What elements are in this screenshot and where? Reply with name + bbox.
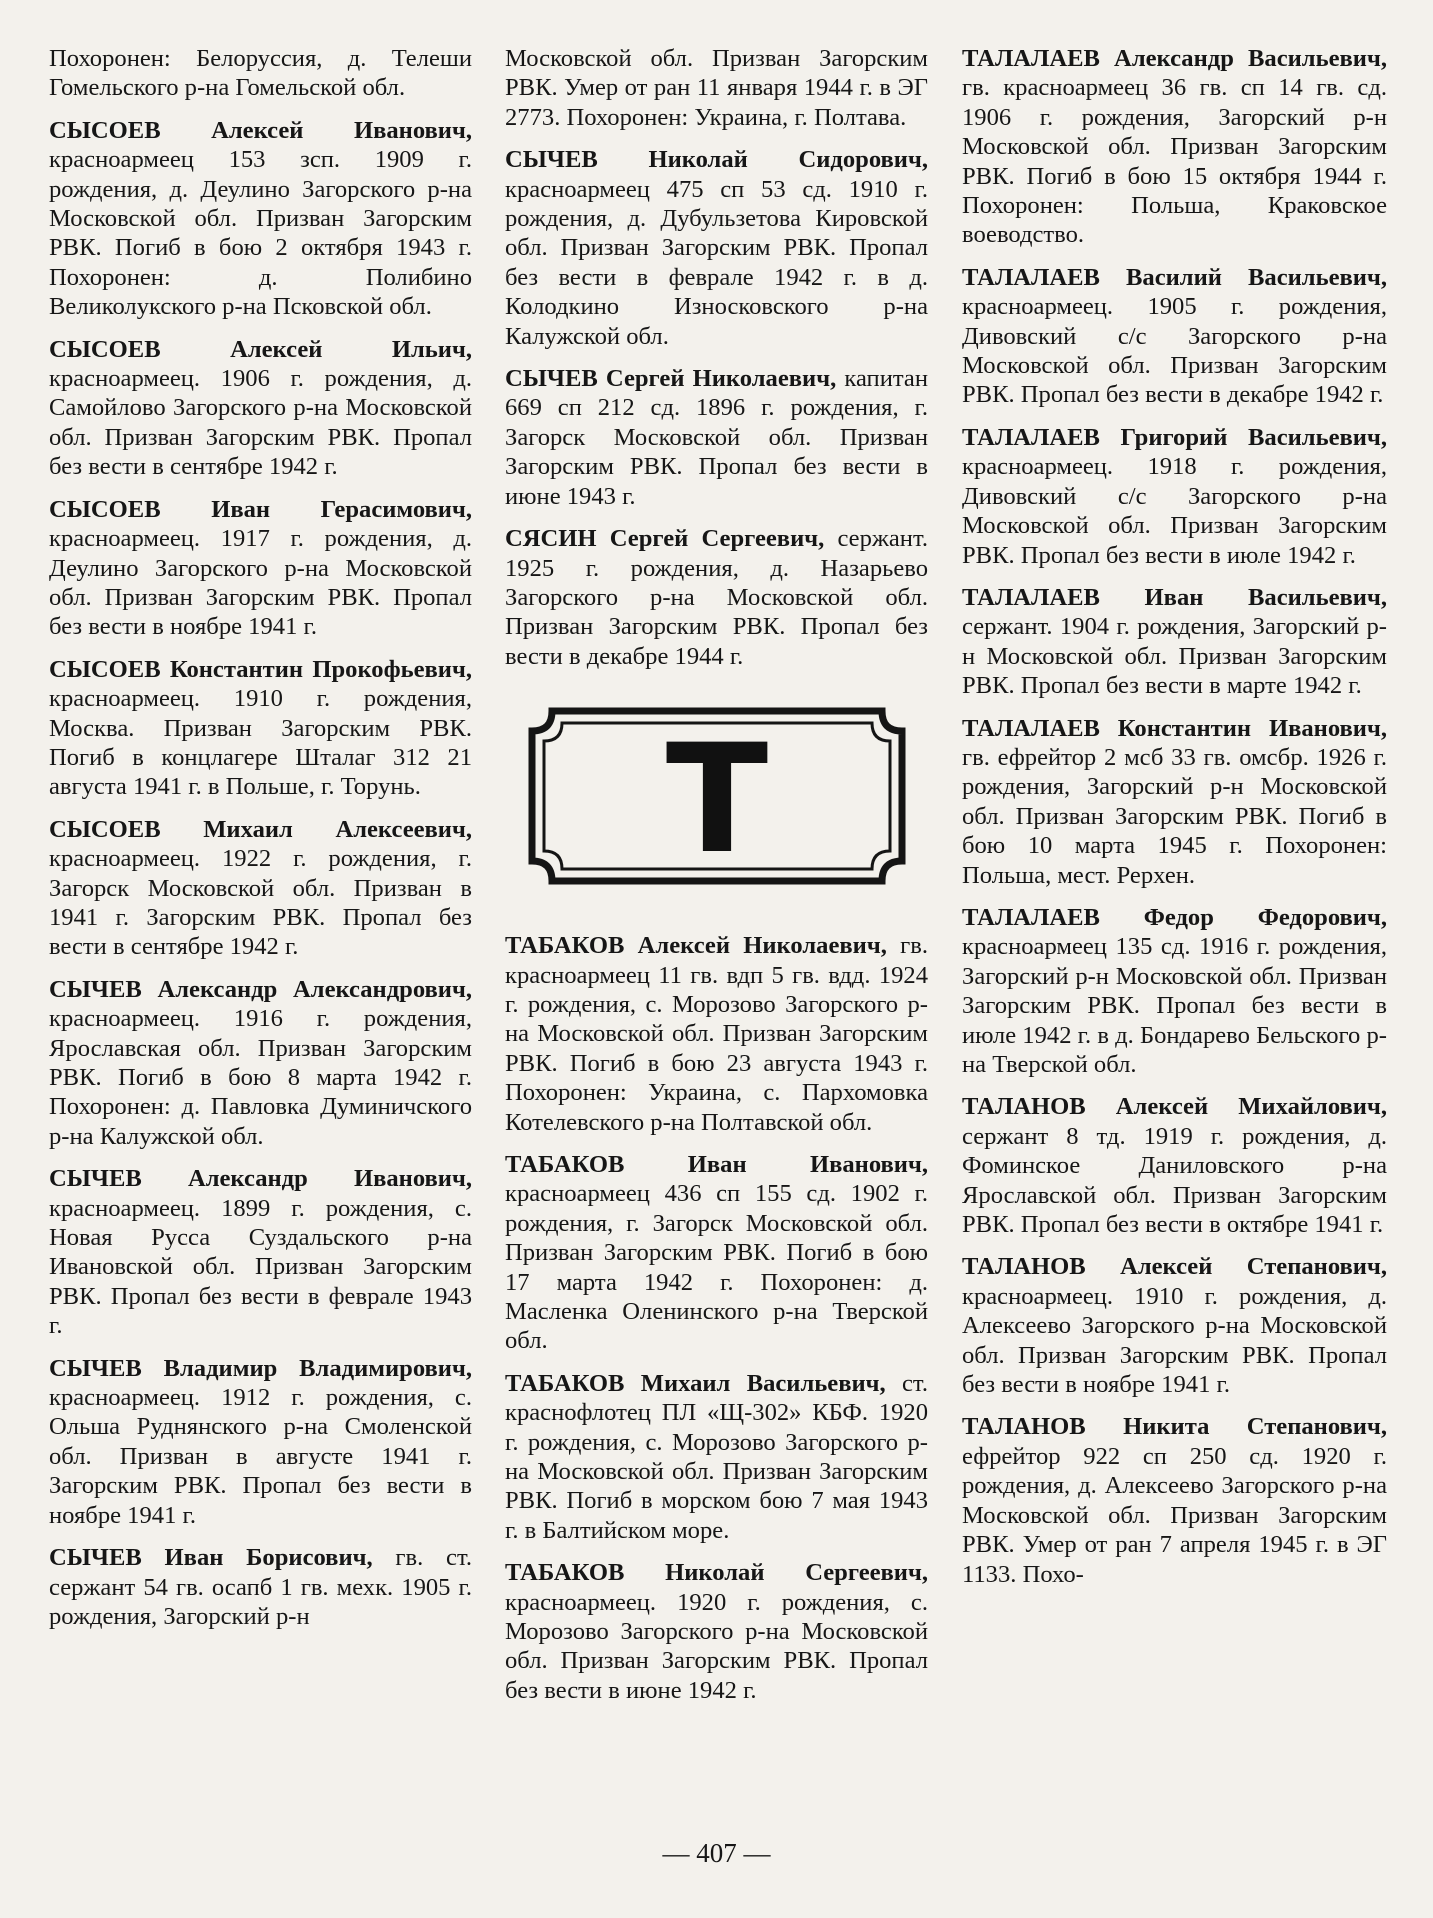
entry-text: красноармеец 135 сд. 1916 г. рождения, Загорский р-н Московской обл. Призван Загорским РВК. Пропал без вести в июле 1942 г. в д. Бондарево Бельского р-на Тверской обл. xyxy=(962,933,1387,1078)
entry-text: сержант. 1925 г. рождения, д. Назарьево Загорского р-на Московской обл. Призван Загорским РВК. Пропал без вести в декабре 1944 г. xyxy=(505,525,928,670)
entry-text: капитан 669 сп 212 сд. 1896 г. рождения, г. Загорск Московской обл. Призван Загорским РВК. Пропал без вести в июне 1943 г. xyxy=(505,365,928,510)
entry-name: СЯСИН Сергей Сергеевич, xyxy=(505,525,825,553)
entry xyxy=(962,1252,1387,1399)
entry-name: СЫСОЕВ Константин Прокофьевич, xyxy=(49,655,472,683)
entry-text: сержант. 1904 г. рождения, Загорский р-н Московской обл. Призван Загорским РВК. Пропал без вести в марте 1942 г. xyxy=(962,613,1387,700)
entry-text: ст. краснофлотец ПЛ «Щ-302» КБФ. 1920 г. рождения, с. Морозово Загорского р-на Московской обл. Призван Загорским РВК. Погиб в морском бою 7 мая 1943 г. в Балтийском море. xyxy=(505,1369,928,1544)
entry-text: красноармеец. 1912 г. рождения, с. Ольша Руднянского р-на Смоленской обл. Призван в августе 1941 г. Загорским РВК. Пропал без вести в ноябре 1941 г. xyxy=(49,1384,472,1529)
entry-name: СЫСОЕВ Михаил Алексеевич, xyxy=(49,815,472,843)
entry xyxy=(962,714,1387,890)
entry xyxy=(962,1092,1387,1239)
entry xyxy=(49,1543,472,1631)
entry-name: СЫЧЕВ Владимир Владимирович, xyxy=(49,1354,472,1382)
entry-text: ефрейтор 922 сп 250 сд. 1920 г. рождения, д. Алексеево Загорского р-на Московской обл. Призван Загорским РВК. Умер от ран 7 апреля 1945 г. в ЭГ 1133. Похо- xyxy=(962,1442,1387,1588)
entry-text: красноармеец. 1905 г. рождения, Дивовский с/с Загорского р-на Московской обл. Призван Загорским РВК. Пропал без вести в декабре 1942 г. xyxy=(962,293,1387,409)
entry-continuation xyxy=(49,44,472,103)
entry-name: ТАБАКОВ Николай Сергеевич, xyxy=(505,1559,928,1587)
letter-frame xyxy=(522,701,912,891)
entry xyxy=(505,145,928,351)
entry-text: красноармеец 475 сп 53 сд. 1910 г. рождения, д. Дубульзетова Кировской обл. Призван Загорским РВК. Пропал без вести в феврале 1942 г. в д. Колодкино Износковского р-на Калужской обл. xyxy=(505,175,928,350)
column-1 xyxy=(49,44,472,1644)
entry-name: СЫЧЕВ Александр Иванович, xyxy=(49,1165,472,1193)
entry-name: ТАЛАЛАЕВ Константин Иванович, xyxy=(962,714,1387,742)
entry-text: красноармеец. 1920 г. рождения, с. Морозово Загорского р-на Московской обл. Призван Загорским РВК. Пропал без вести в июне 1942 г. xyxy=(505,1588,928,1704)
entry xyxy=(505,1558,928,1705)
entry-name: ТАЛАЛАЕВ Федор Федорович, xyxy=(962,903,1387,931)
entry-name: СЫЧЕВ Александр Александрович, xyxy=(49,975,472,1003)
entry xyxy=(962,583,1387,701)
section-letter-block xyxy=(505,701,928,891)
entry xyxy=(49,116,472,322)
entry-name: ТАБАКОВ Иван Иванович, xyxy=(505,1150,928,1178)
entry-text: гв. ст. сержант 54 гв. осапб 1 гв. мехк. 1905 г. рождения, Загорский р-н xyxy=(49,1544,472,1630)
entry-text: красноармеец. 1917 г. рождения, д. Деулино Загорского р-на Московской обл. Призван Загорским РВК. Пропал без вести в ноябре 1941 г. xyxy=(49,525,472,641)
entry-text: красноармеец 153 зсп. 1909 г. рождения, д. Деулино Загорского р-на Московской обл. Призван Загорским РВК. Погиб в бою 2 октября 1943 г. Похоронен: д. Полибино Великолукского р-на Псковской обл. xyxy=(49,146,472,321)
entry xyxy=(962,903,1387,1079)
entry xyxy=(962,44,1387,250)
entry xyxy=(49,1164,472,1340)
entry-name: СЫЧЕВ Иван Борисович, xyxy=(49,1544,373,1572)
entry xyxy=(49,335,472,482)
entry-name: СЫСОЕВ Алексей Ильич, xyxy=(49,335,472,363)
entry-text: красноармеец. 1906 г. рождения, д. Самойлово Загорского р-на Московской обл. Призван Загорским РВК. Пропал без вести в сентябре 1942 г. xyxy=(49,365,472,481)
entry-text: красноармеец 436 сп 155 сд. 1902 г. рождения, г. Загорск Московской обл. Призван Загорским РВК. Погиб в бою 17 марта 1942 г. Похоронен: д. Масленка Оленинского р-на Тверской обл. xyxy=(505,1180,928,1355)
entry xyxy=(962,1412,1387,1588)
entry xyxy=(505,364,928,511)
entry-name: СЫСОЕВ Иван Герасимович, xyxy=(49,495,472,523)
entry-text: гв. ефрейтор 2 мсб 33 гв. омсбр. 1926 г. рождения, Загорский р-н Московской обл. Призван Загорским РВК. Погиб в бою 10 марта 1945 г. Похоронен: Польша, мест. Рерхен. xyxy=(962,743,1387,889)
entry xyxy=(505,1369,928,1545)
entry-name: СЫСОЕВ Алексей Иванович, xyxy=(49,116,472,144)
section-letter: Т xyxy=(665,713,768,888)
entry-text: красноармеец. 1918 г. рождения, Дивовский с/с Загорского р-на Московской обл. Призван Загорским РВК. Пропал без вести в июле 1942 г. xyxy=(962,453,1387,569)
entry-text: красноармеец. 1922 г. рождения, г. Загорск Московской обл. Призван в 1941 г. Загорским РВК. Пропал без вести в сентябре 1942 г. xyxy=(49,845,472,961)
entry-continuation xyxy=(505,44,928,132)
column-3 xyxy=(962,44,1387,1602)
entry-name: ТАБАКОВ Алексей Николаевич, xyxy=(505,932,887,960)
entry-text: красноармеец. 1899 г. рождения, с. Новая Русса Суздальского р-на Ивановской обл. Призван Загорским РВК. Пропал без вести в феврале 1943 г. xyxy=(49,1194,472,1340)
entry-name: СЫЧЕВ Сергей Николаевич, xyxy=(505,365,837,393)
page-number: — 407 — xyxy=(662,1838,771,1868)
entry-text: красноармеец. 1910 г. рождения, Москва. Призван Загорским РВК. Погиб в концлагере Шталаг 312 21 августа 1941 г. в Польше, г. Торунь. xyxy=(49,685,472,801)
entry-name: ТАЛАНОВ Алексей Михайлович, xyxy=(962,1093,1387,1121)
entry-name: ТАЛАЛАЕВ Александр Васильевич, xyxy=(962,45,1387,72)
entry-text: Похоронен: Белоруссия, д. Телеши Гомельского р-на Гомельской обл. xyxy=(49,45,472,102)
entry-text: гв. красноармеец 36 гв. сп 14 гв. сд. 1906 г. рождения, Загорский р-н Московской обл. Призван Загорским РВК. Погиб в бою 15 октября 1944 г. Похоронен: Польша, Краковское воеводство. xyxy=(962,74,1387,249)
entry-name: СЫЧЕВ Николай Сидорович, xyxy=(505,146,928,174)
entry xyxy=(962,263,1387,410)
entry-text: сержант 8 тд. 1919 г. рождения, д. Фоминское Даниловского р-на Ярославской обл. Призван Загорским РВК. Пропал без вести в октябре 1941 г. xyxy=(962,1122,1387,1239)
entry-name: ТАЛАЛАЕВ Григорий Васильевич, xyxy=(962,423,1387,451)
entry xyxy=(962,423,1387,570)
entry-name: ТАЛАЛАЕВ Иван Васильевич, xyxy=(962,583,1387,611)
entry-text: гв. красноармеец 11 гв. вдп 5 гв. вдд. 1924 г. рождения, с. Морозово Загорского р-на Московской обл. Призван Загорским РВК. Погиб в бою 23 августа 1943 г. Похоронен: Украина, с. Пархомовка Котелевского р-на Полтавской обл. xyxy=(505,932,929,1136)
entry-name: ТАБАКОВ Михаил Васильевич, xyxy=(505,1369,886,1397)
entry-text: Московской обл. Призван Загорским РВК. Умер от ран 11 января 1944 г. в ЭГ 2773. Похоронен: Украина, г. Полтава. xyxy=(505,45,928,131)
entry-text: красноармеец. 1910 г. рождения, д. Алексеево Загорского р-на Московской обл. Призван Загорским РВК. Пропал без вести в ноябре 1941 г. xyxy=(962,1282,1387,1399)
entry xyxy=(505,524,928,671)
entry xyxy=(49,1354,472,1530)
entry-name: ТАЛАЛАЕВ Василий Васильевич, xyxy=(962,263,1387,291)
entry xyxy=(49,655,472,802)
column-2 xyxy=(505,44,928,1718)
entry xyxy=(505,1150,928,1356)
entry-name: ТАЛАНОВ Алексей Степанович, xyxy=(962,1253,1387,1281)
entry xyxy=(49,975,472,1151)
entry xyxy=(49,495,472,642)
entry-name: ТАЛАНОВ Никита Степанович, xyxy=(962,1413,1387,1441)
entry xyxy=(505,931,928,1137)
entry-text: красноармеец. 1916 г. рождения, Ярославская обл. Призван Загорским РВК. Погиб в бою 8 марта 1942 г. Похоронен: д. Павловка Думиничского р-на Калужской обл. xyxy=(49,1005,472,1150)
entry xyxy=(49,815,472,962)
